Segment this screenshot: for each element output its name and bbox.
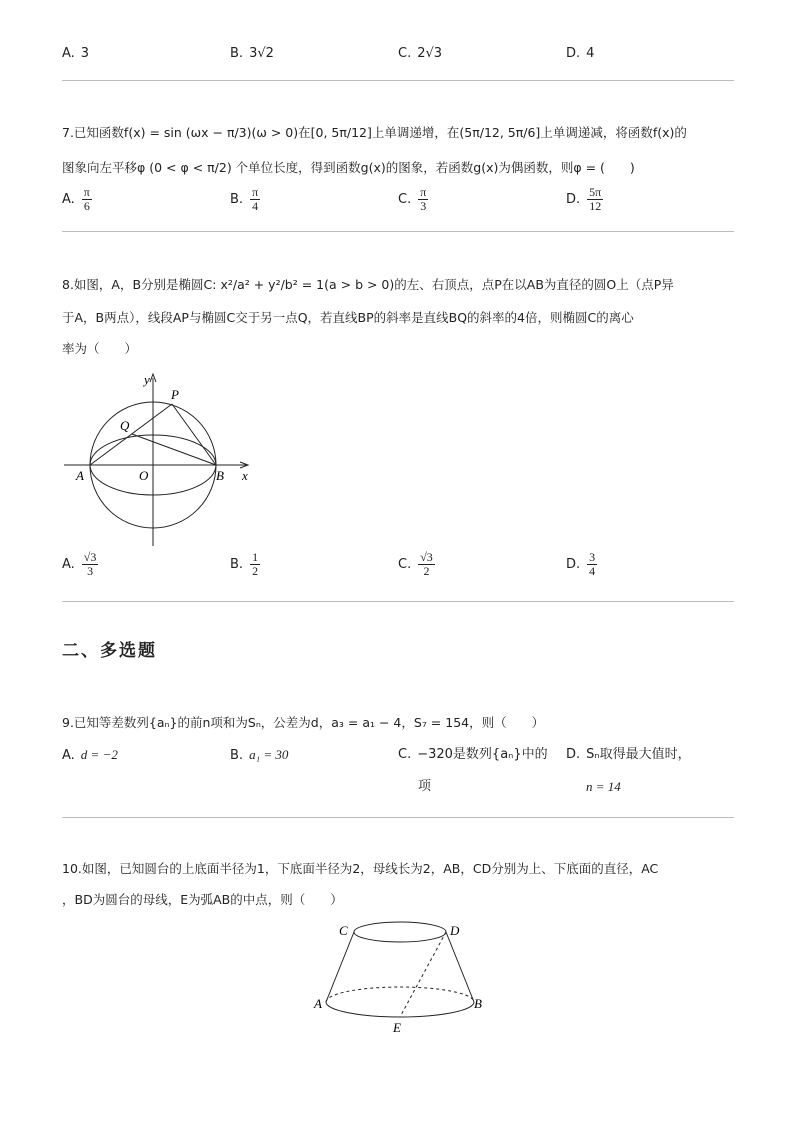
q9-stem: 9.已知等差数列{aₙ}的前n项和为Sₙ，公差为d，a₃ = a₁ − 4，S₇ = 154，则（ ）	[62, 715, 545, 730]
fraction-denominator: 4	[252, 199, 259, 213]
segment-bp	[172, 404, 216, 465]
q8-ellipse-circle-figure	[60, 368, 260, 550]
option-text: d = −2	[80, 747, 118, 762]
label-b: B	[474, 996, 482, 1011]
label-o: O	[139, 468, 149, 483]
label-y: y	[144, 372, 150, 387]
option-fraction	[82, 186, 92, 213]
fraction-numerator: 1	[252, 550, 259, 564]
q9-option-c-cont: 项	[418, 779, 432, 794]
generatrix-bd	[446, 932, 474, 1002]
bottom-base-front	[326, 1002, 474, 1017]
fraction-numerator: √3	[420, 550, 433, 564]
option-label: D.	[566, 192, 581, 207]
q7-line1-pre: 7.已知函数f(x) = sin (ωx − π/3)(ω > 0)在	[62, 125, 311, 140]
option-fraction	[250, 186, 260, 213]
bottom-base-back	[326, 987, 474, 1002]
generatrix-ac	[326, 932, 354, 1002]
label-b: B	[216, 468, 224, 483]
option-label: D.	[566, 46, 581, 61]
divider	[62, 231, 734, 232]
q7-interval-1: [0, 5π/12]	[310, 125, 372, 140]
option-label: B.	[230, 192, 244, 207]
option-fraction	[587, 551, 597, 578]
q8-stem-line1: 8.如图，A，B分别是椭圆C: x²/a² + y²/b² = 1(a > b > 0)的左、右顶点，点P在以AB为直径的圆O上（点P异	[62, 277, 674, 292]
option-label: B.	[230, 557, 244, 572]
option-fraction	[250, 551, 260, 578]
label-c: C	[339, 923, 348, 938]
q10-stem-line1: 10.如图，已知圆台的上底面半径为1，下底面半径为2，母线长为2，AB，CD分别为上、下底面的直径，AC	[62, 861, 659, 876]
fraction-denominator: 3	[87, 564, 94, 578]
option-value: 3√2	[249, 46, 274, 61]
q8-option-c	[398, 551, 436, 578]
fraction-numerator: π	[420, 185, 427, 199]
divider	[62, 817, 734, 818]
fraction-numerator: 5π	[589, 185, 602, 199]
fraction-numerator: π	[252, 185, 259, 199]
q6-option-c	[398, 45, 442, 63]
top-base	[354, 922, 446, 942]
q7-interval-2: (5π/12, 5π/6]	[459, 125, 541, 140]
q7-option-c	[398, 186, 429, 213]
fraction-denominator: 3	[420, 199, 427, 213]
option-fraction	[418, 551, 435, 578]
fraction-numerator: 3	[589, 550, 596, 564]
q8-option-a	[62, 551, 99, 578]
option-label: C.	[398, 557, 412, 572]
q8-stem-line2: 于A，B两点），线段AP与椭圆C交于另一点Q，若直线BP的斜率是直线BQ的斜率的4倍，则椭圆C的离心	[62, 310, 634, 325]
fraction-denominator: 4	[589, 564, 596, 578]
q8-option-d	[566, 551, 598, 578]
q6-option-a	[62, 45, 89, 63]
option-text: Sₙ取得最大值时，	[586, 747, 691, 762]
fraction-denominator: 2	[423, 564, 430, 578]
option-label: A.	[62, 557, 75, 572]
fraction-numerator: π	[83, 185, 90, 199]
divider	[62, 80, 734, 81]
option-value: 3	[80, 46, 90, 61]
fraction-numerator: √3	[83, 550, 97, 564]
label-e: E	[393, 1020, 401, 1035]
fraction-denominator: 6	[83, 199, 90, 213]
q8-stem-line3: 率为（ ）	[62, 341, 138, 356]
segment-ap	[90, 404, 172, 465]
q7-line1-mid: 上单调递增，在	[371, 125, 460, 140]
option-label: C.	[398, 192, 412, 207]
q10-frustum-figure	[306, 915, 496, 1037]
option-label: D.	[566, 747, 581, 762]
label-x: x	[242, 468, 248, 483]
q7-line1-post: 上单调递减，将函数f(x)的	[540, 125, 687, 140]
q9-option-a	[62, 746, 118, 765]
q7-option-a	[62, 186, 93, 213]
option-label: A.	[62, 46, 75, 61]
option-fraction	[82, 551, 99, 578]
option-fraction	[587, 186, 603, 213]
option-label: C.	[398, 747, 412, 762]
option-fraction	[418, 186, 428, 213]
q6-option-b	[230, 45, 274, 63]
divider	[62, 601, 734, 602]
q7-option-b	[230, 186, 261, 213]
q7-stem-line1	[62, 124, 687, 142]
option-label: B.	[230, 748, 244, 763]
option-text: −320是数列{aₙ}中的	[417, 747, 548, 762]
segment-de	[400, 932, 446, 1017]
fraction-denominator: 2	[252, 564, 259, 578]
q7-stem-line2: 图象向左平移φ (0 < φ < π/2) 个单位长度，得到函数g(x)的图象，若函数g(x)为偶函数，则φ = ( )	[62, 160, 635, 175]
option-label: D.	[566, 557, 581, 572]
option-label: A.	[62, 192, 75, 207]
option-value: 2√3	[417, 46, 443, 61]
label-a: A	[314, 996, 322, 1011]
q7-option-d	[566, 186, 604, 213]
segment-bq	[132, 434, 216, 465]
label-a: A	[76, 468, 84, 483]
section-title: 二、多选题	[62, 641, 157, 661]
q9-option-d-cont: n = 14	[586, 779, 621, 794]
q9-option-b	[230, 746, 288, 765]
option-label: C.	[398, 46, 412, 61]
option-value: 4	[586, 46, 595, 61]
label-q: Q	[120, 418, 130, 433]
fraction-denominator: 12	[589, 199, 602, 213]
label-p: P	[171, 387, 179, 402]
option-label: B.	[230, 46, 244, 61]
q10-stem-line2: ，BD为圆台的母线，E为弧AB的中点，则（ ）	[62, 892, 343, 907]
q9-option-d	[566, 746, 691, 764]
q8-option-b	[230, 551, 261, 578]
option-text: a₁ = 30	[249, 747, 289, 762]
q6-option-d	[566, 45, 594, 63]
q9-option-c	[398, 746, 548, 764]
label-d: D	[450, 923, 460, 938]
option-label: A.	[62, 748, 75, 763]
